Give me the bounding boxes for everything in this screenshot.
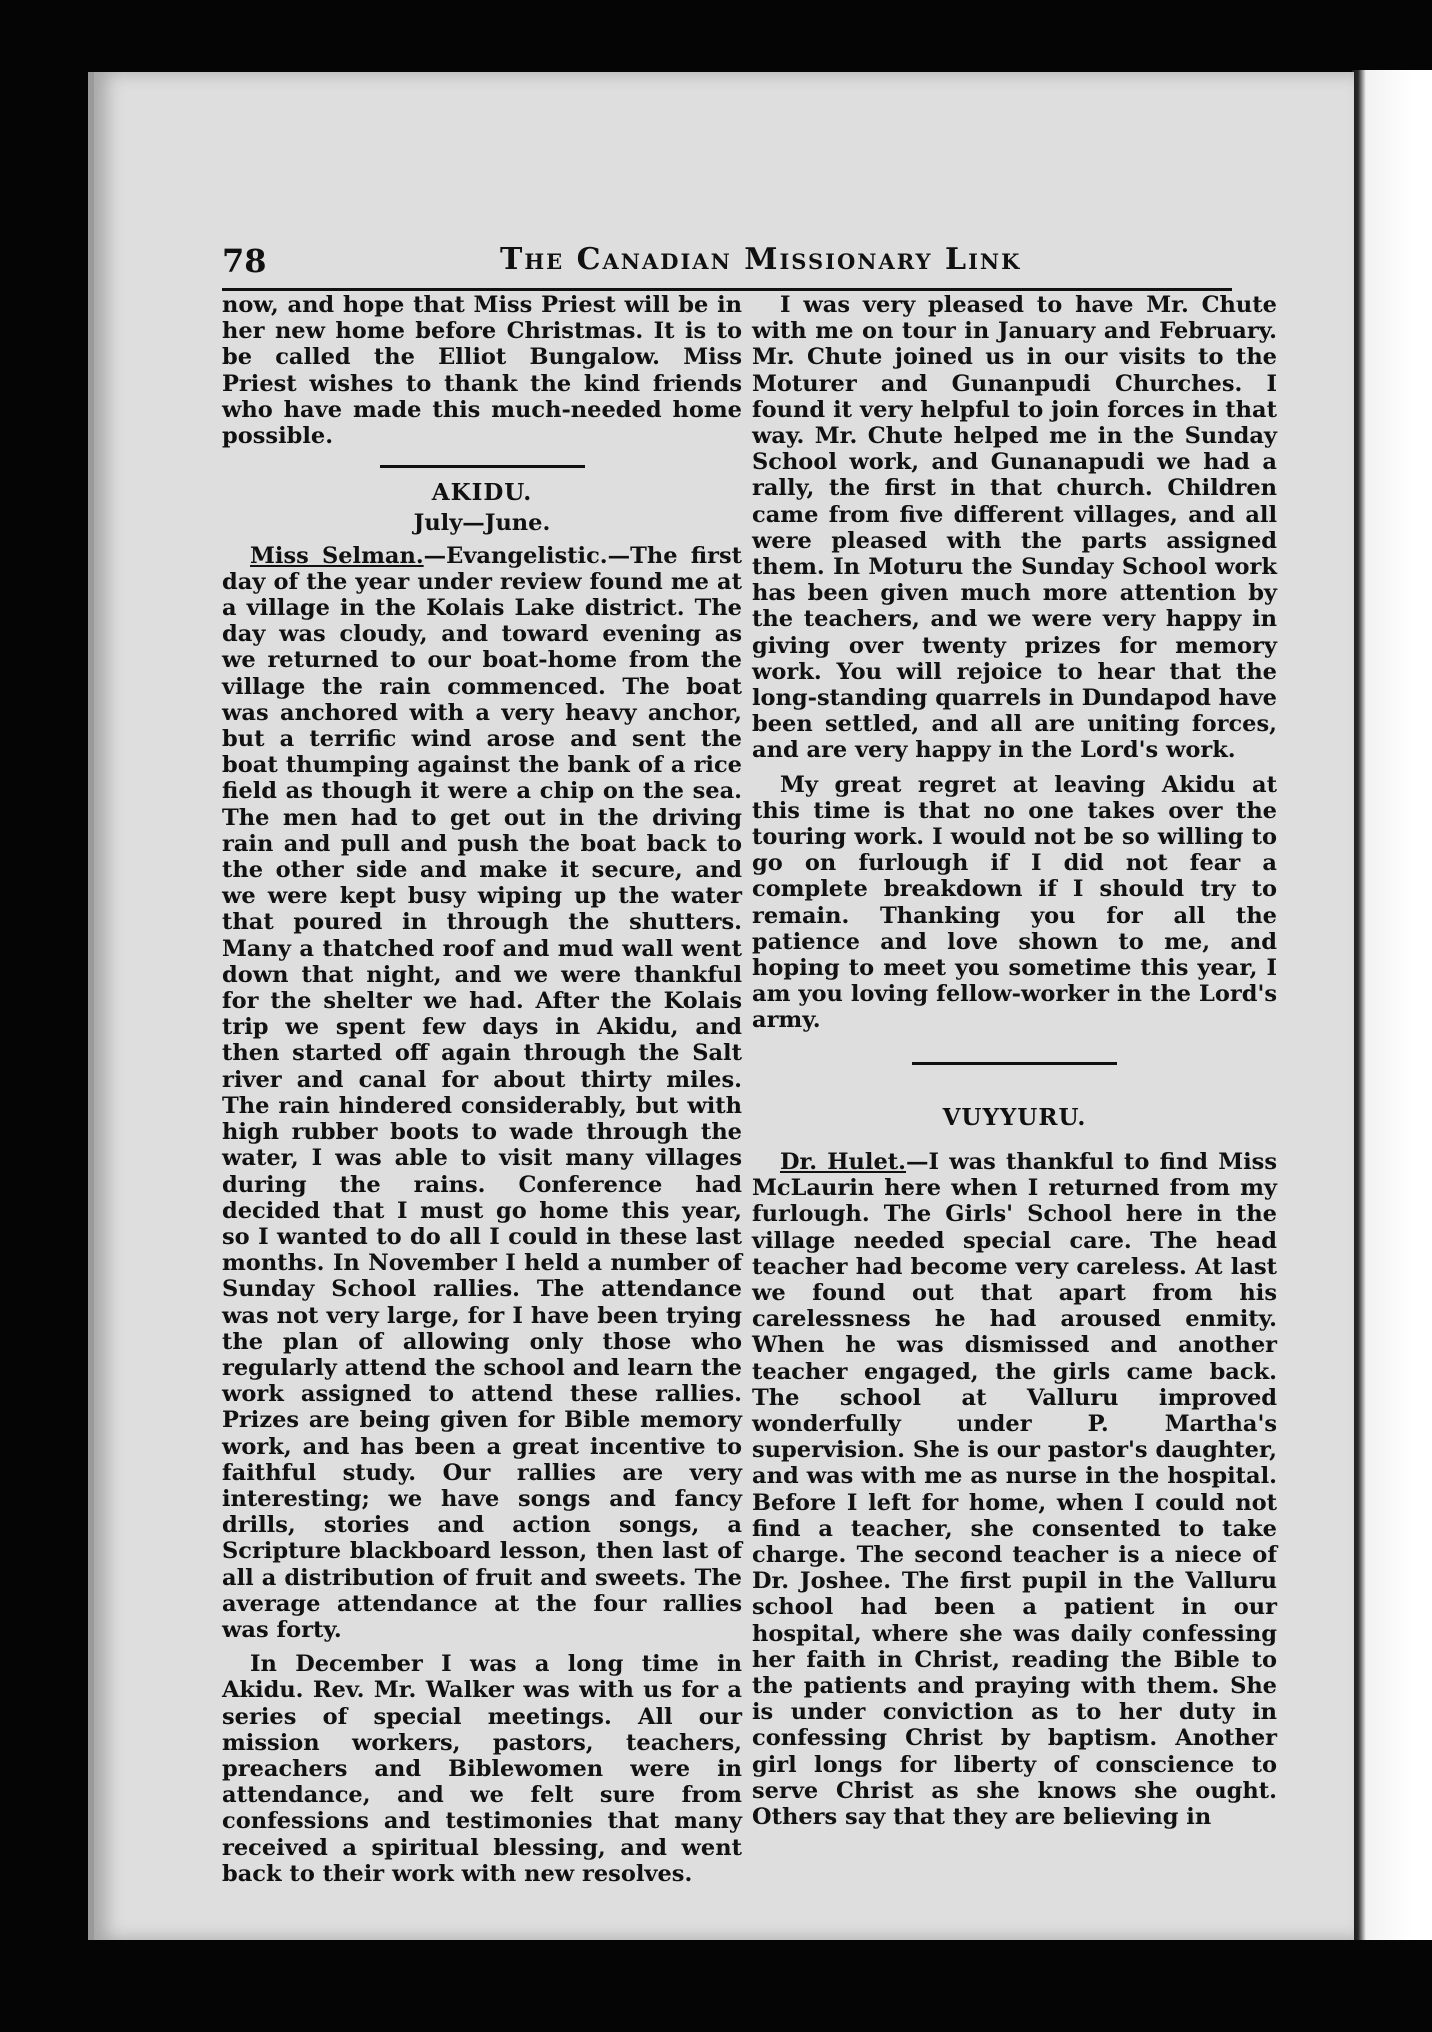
section-divider-2 [912,1062,1117,1065]
left-column [222,292,742,1895]
right-paragraph-1: I was very pleased to have Mr. Chute with me on tour in January and February. Mr. Chute joined us in our visits to the Moturer and Gunanpudi Churches. I found it very helpful to join forces in that way. Mr. Chute helped me in the Sunday School work, and Gunanapudi we had a rally, the first in that church. Children came from five different villages, and all were pleased with the parts assigned them. In Moturu the Sunday School work has been given much more attention by the teachers, and we were very happy in giving over twenty prizes for memory work. You will rejoice to hear that the long-standing quarrels in Dundapod have been settled, and all are uniting forces, and are very happy in the Lord's work. [752,292,1277,764]
vuyyuru-report-paragraph [752,1149,1277,1830]
page-header [0,176,1432,280]
section-divider [380,465,585,468]
intro-paragraph: now, and hope that Miss Priest will be in her new home before Christmas. It is to be called the Elliot Bungalow. Miss Priest wishes to thank the kind friends who have made this much-needed home possible. [222,292,742,450]
running-title: The Canadian Missionary Link [500,242,1022,277]
right-column [752,292,1277,1838]
section-heading-akidu: AKIDU. [431,479,533,507]
report-name-hulet: Dr. Hulet. [780,1148,907,1175]
header-rule [222,288,1232,291]
right-paragraph-2: My great regret at leaving Akidu at this time is that no one takes over the touring work. I would not be so willing to go on furlough if I did not fear a complete breakdown if I should try to remain. Thanking you for all the patience and love shown to me, and hoping to meet you sometime this year, I am you loving fellow-worker in the Lord's army. [752,771,1277,1034]
adjacent-page-edge [1352,70,1432,1940]
report-paragraph [222,543,742,1644]
report-paragraph-2: In December I was a long time in Akidu. Rev. Mr. Walker was with us for a series of special meetings. All our mission workers, pastors, teachers, preachers and Biblewomen were in attendance, and we felt sure from confessions and testimonies that many received a spiritual blessing, and went back to their work with new resolves. [222,1651,742,1887]
report-name: Miss Selman. [250,542,424,569]
page-number: 78 [222,242,267,280]
vuyyuru-report-text: —I was thankful to find Miss McLaurin here when I returned from my furlough. The Girls' School here in the village needed special care. The head teacher had become very careless. At last we found out that apart from his carelessness he had aroused enmity. When he was dismissed and another teacher engaged, the girls came back. The school at Valluru improved wonderfully under P. Martha's supervision. She is our pastor's daughter, and was with me as nurse in the hospital. Before I left for home, when I could not find a teacher, she consented to take charge. The second teacher is a niece of Dr. Joshee. The first pupil in the Valluru school had been a patient in our hospital, where she was daily confessing her faith in Christ, reading the Bible to the patients and praying with them. She is under conviction as to her duty in confessing Christ by baptism. Another girl longs for liberty of conscience to serve Christ as she knows she ought. Others say that they are believing in [752,1148,1277,1830]
section-heading-vuyyuru: VUYYURU. [942,1103,1087,1131]
report-text: —Evangelistic.—The first day of the year under review found me at a village in the Kolais Lake district. The day was cloudy, and toward evening as we returned to our boat-home from the village the rain commenced. The boat was anchored with a very heavy anchor, but a terrific wind arose and sent the boat thumping against the bank of a rice field as though it were a chip on the sea. The men had to get out in the driving rain and pull and push the boat back to the other side and make it secure, and we were kept busy wiping up the water that poured in through the shutters. Many a thatched roof and mud wall went down that night, and we were thankful for the shelter we had. After the Kolais trip we spent few days in Akidu, and then started off again through the Salt river and canal for about thirty miles. The rain hindered considerably, but with high rubber boots to wade through the water, I was able to visit many villages during the rains. Conference had decided that I must go home this year, so I wanted to do all I could in these last months. In November I held a number of Sunday School rallies. The attendance was not very large, for I have been trying the plan of allowing only those who regularly attend the school and learn the work assigned to attend these rallies. Prizes are being given for Bible memory work, and has been a great incentive to faithful study. Our rallies are very interesting; we have songs and fancy drills, stories and action songs, a Scripture blackboard lesson, then last of all a distribution of fruit and sweets. The average attendance at the four rallies was forty. [222,542,742,1643]
section-subheading: July—June. [413,510,551,537]
